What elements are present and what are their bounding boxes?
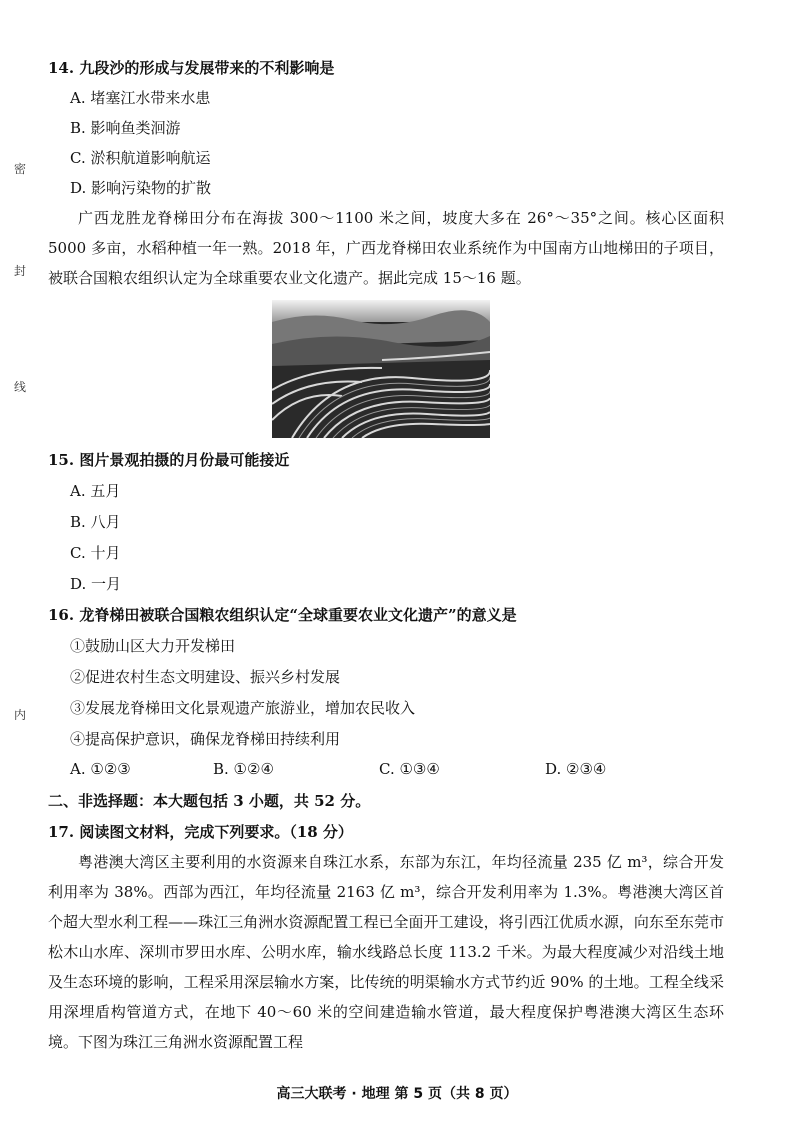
q15-title: 15. 图片景观拍摄的月份最可能接近: [48, 451, 290, 469]
margin-mark-1: 密: [14, 162, 27, 176]
margin-mark-4: 内: [14, 708, 27, 722]
q14-option-c: C. 淤积航道影响航运: [70, 149, 211, 167]
q16-option-d: D. ②③④: [545, 760, 607, 778]
q16-option-a: A. ①②③: [70, 760, 131, 778]
q16-item-4: ④提高保护意识，确保龙脊梯田持续利用: [70, 730, 341, 748]
q16-option-c: C. ①③④: [379, 760, 440, 778]
q16-item-2: ②促进农村生态文明建设、振兴乡村发展: [70, 668, 341, 686]
q14-option-b: B. 影响鱼类洄游: [70, 119, 181, 137]
q15-option-c: C. 十月: [70, 544, 121, 562]
q17-title: 17. 阅读图文材料，完成下列要求。（18 分）: [48, 823, 353, 841]
page-footer: 高三大联考 · 地理 第 5 页（共 8 页）: [276, 1086, 518, 1102]
q16-option-b: B. ①②④: [213, 760, 274, 778]
q14-title: 14. 九段沙的形成与发展带来的不利影响是: [48, 59, 335, 77]
q15-option-a: A. 五月: [70, 482, 121, 500]
passage-longji: 广西龙胜龙脊梯田分布在海拔 300～1100 米之间，坡度大多在 26°～35°之间。核心区面积 5000 多亩，水稻种植一年一熟。2018 年，广西龙脊梯田农业系统作为中国南方山地梯田的子项目，被联合国粮农组织认定为全球重要农业文化遗产。据此完成 15～16 题。: [48, 209, 724, 287]
q15-option-d: D. 一月: [70, 575, 122, 593]
q15-option-b: B. 八月: [70, 513, 121, 531]
q17-passage: 粤港澳大湾区主要利用的水资源来自珠江水系，东部为东江，年均径流量 235 亿 m³，综合开发利用率为 38%。西部为西江，年均径流量 2163 亿 m³，综合开发利用率为 1.3%。粤港澳大湾区首个超大型水利工程——珠江三角洲水资源配置工程已全面开工建设，将引西江优质水源，向东至东莞市松木山水库、深圳市罗田水库、公明水库，输水线路总长度 113.2 千米。为最大程度减少对沿线土地及生态环境的影响，工程采用深层输水方案，比传统的明渠输水方式节约近 90% 的土地。工程全线采用深埋盾构管道方式，在地下 40～60 米的空间建造输水管道，最大程度保护粤港澳大湾区生态环境。下图为珠江三角洲水资源配置工程: [48, 853, 724, 1051]
q14-option-a: A. 堵塞江水带来水患: [70, 89, 211, 107]
terrace-photo: [272, 300, 490, 438]
margin-mark-2: 封: [14, 264, 27, 278]
q16-options: [70, 760, 670, 780]
q16-item-3: ③发展龙脊梯田文化景观遗产旅游业，增加农民收入: [70, 699, 416, 717]
margin-mark-3: 线: [14, 380, 27, 394]
q14-option-d: D. 影响污染物的扩散: [70, 179, 212, 197]
section-heading: 二、非选择题：本大题包括 3 小题，共 52 分。: [48, 792, 371, 810]
q16-item-1: ①鼓励山区大力开发梯田: [70, 637, 236, 655]
q16-title: 16. 龙脊梯田被联合国粮农组织认定“全球重要农业文化遗产”的意义是: [48, 606, 517, 624]
